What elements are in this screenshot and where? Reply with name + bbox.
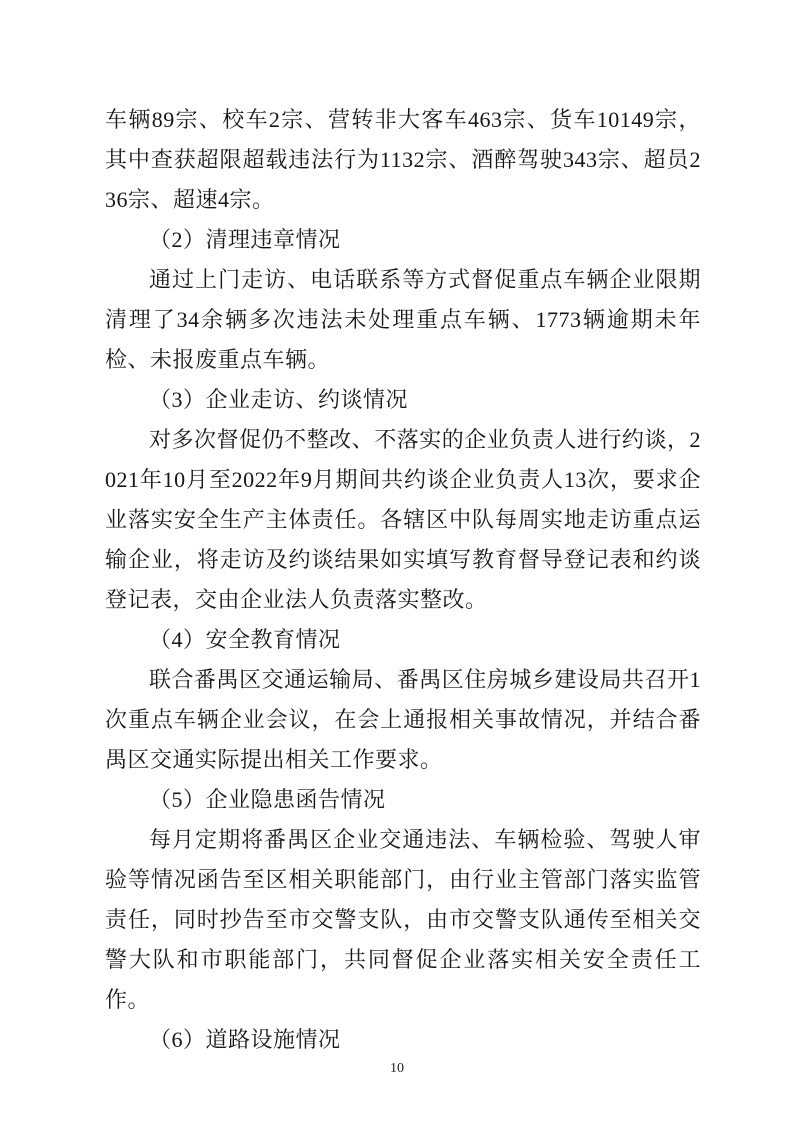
paragraph-enforcement-stats: 车辆89宗、校车2宗、营转非大客车463宗、货车10149宗，其中查获超限超载违法行为1132宗、酒醉驾驶343宗、超员236宗、超速4宗。 bbox=[105, 107, 701, 212]
page-footer bbox=[0, 1059, 794, 1077]
section-heading-5-hazard-notification: （5）企业隐患函告情况 bbox=[149, 787, 386, 812]
paragraph-safety-education: 联合番禺区交通运输局、番禺区住房城乡建设局共召开1次重点车辆企业会议，在会上通报相关事故情况，并结合番禺区交通实际提出相关工作要求。 bbox=[105, 667, 701, 772]
section-heading-6-road-facilities: （6）道路设施情况 bbox=[149, 1027, 341, 1052]
page-number: 10 bbox=[390, 1061, 404, 1076]
section-heading-3-enterprise-interview: （3）企业走访、约谈情况 bbox=[149, 387, 409, 412]
document-body bbox=[105, 100, 701, 1060]
paragraph-violation-cleanup: 通过上门走访、电话联系等方式督促重点车辆企业限期清理了34余辆多次违法未处理重点车辆、1773辆逾期未年检、未报废重点车辆。 bbox=[105, 267, 701, 372]
section-heading-2-violation-cleanup: （2）清理违章情况 bbox=[149, 227, 341, 252]
paragraph-enterprise-interview: 对多次督促仍不整改、不落实的企业负责人进行约谈，2021年10月至2022年9月期间共约谈企业负责人13次，要求企业落实安全生产主体责任。各辖区中队每周实地走访重点运输企业，将走访及约谈结果如实填写教育督导登记表和约谈登记表，交由企业法人负责落实整改。 bbox=[105, 427, 701, 612]
section-heading-4-safety-education: （4）安全教育情况 bbox=[149, 627, 341, 652]
paragraph-hazard-notification: 每月定期将番禺区企业交通违法、车辆检验、驾驶人审验等情况函告至区相关职能部门，由行业主管部门落实监管责任，同时抄告至市交警支队，由市交警支队通传至相关交警大队和市职能部门，共同督促企业落实相关安全责任工作。 bbox=[105, 827, 701, 1012]
